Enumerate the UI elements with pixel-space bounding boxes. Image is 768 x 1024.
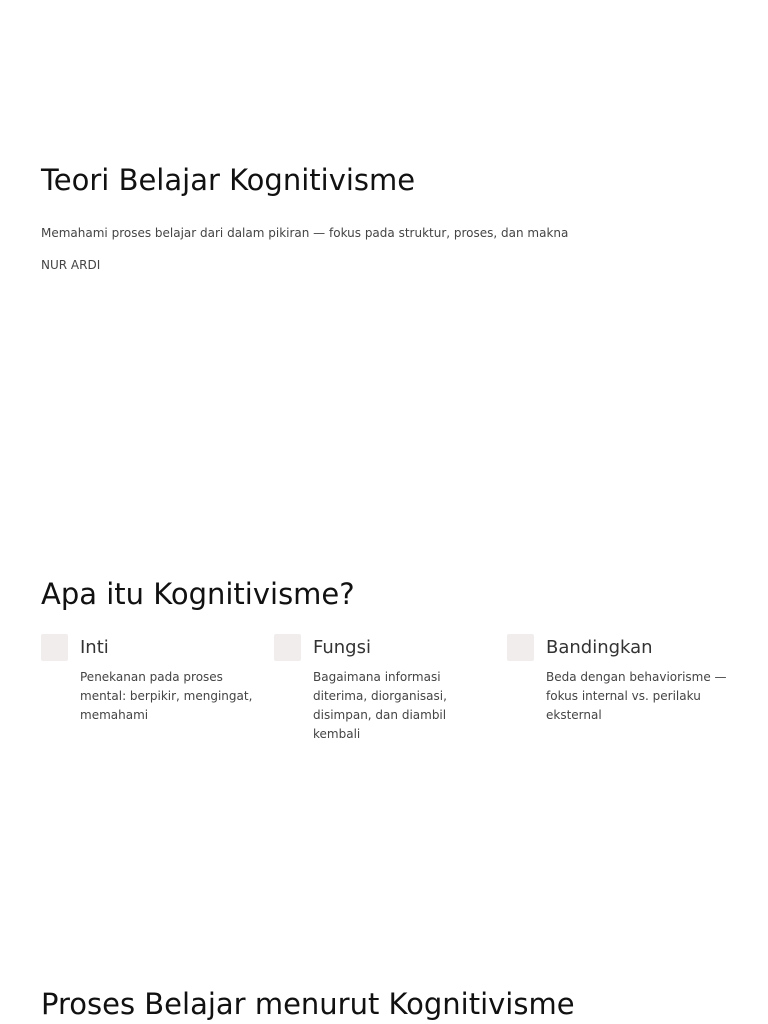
deck-subtitle: Memahami proses belajar dari dalam pikiran — fokus pada struktur, proses, dan makna bbox=[41, 226, 569, 240]
card-title: Bandingkan bbox=[546, 637, 653, 658]
section-heading-what-is: Apa itu Kognitivisme? bbox=[41, 577, 355, 611]
square-icon bbox=[274, 634, 301, 661]
card-text: Beda dengan behaviorisme — fokus internal vs. perilaku eksternal bbox=[546, 670, 727, 722]
card-text: Penekanan pada proses mental: berpikir, mengingat, memahami bbox=[80, 670, 253, 722]
square-icon bbox=[41, 634, 68, 661]
deck-title: Teori Belajar Kognitivisme bbox=[41, 163, 416, 197]
card-title: Fungsi bbox=[313, 637, 371, 658]
section-heading-learning-process: Proses Belajar menurut Kognitivisme bbox=[41, 987, 575, 1021]
card-title: Inti bbox=[80, 637, 109, 658]
square-icon bbox=[507, 634, 534, 661]
deck-author: NUR ARDI bbox=[41, 258, 101, 272]
card-text: Bagaimana informasi diterima, diorganisasi, disimpan, dan diambil kembali bbox=[313, 670, 447, 741]
